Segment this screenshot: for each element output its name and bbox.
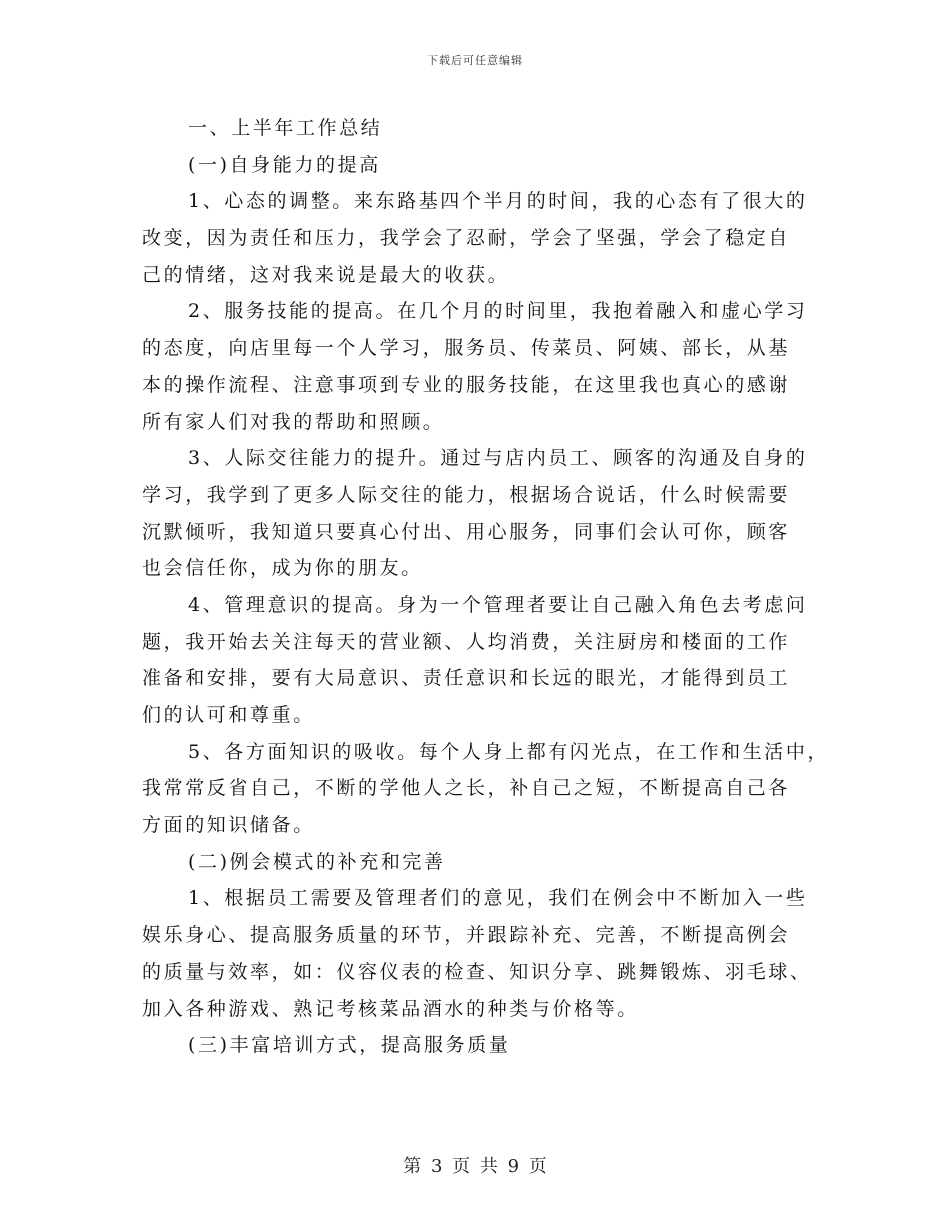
paragraph-line: 4、管理意识的提高。身为一个管理者要让自己融入角色去考虑问: [188, 593, 808, 616]
paragraph-line: 沉默倾听，我知道只要真心付出、用心服务，同事们会认可你，顾客: [142, 520, 791, 543]
paragraph-line: 我常常反省自己，不断的学他人之长，补自己之短，不断提高自己各: [142, 777, 791, 800]
document-body: [142, 110, 830, 1064]
paragraph-line: 也会信任你，成为你的朋友。: [142, 557, 423, 580]
paragraph-line: 学习，我学到了更多人际交往的能力，根据场合说话，什么时候需要: [142, 483, 791, 506]
paragraph-line: 题，我开始去关注每天的营业额、人均消费，关注厨房和楼面的工作: [142, 630, 791, 653]
page-number: 第 3 页 共 9 页: [403, 1156, 547, 1177]
subsection-heading: (二)例会模式的补充和完善: [188, 850, 446, 873]
paragraph-line: 改变，因为责任和压力，我学会了忍耐，学会了坚强，学会了稳定自: [142, 227, 791, 250]
paragraph-line: 所有家人们对我的帮助和照顾。: [142, 410, 445, 433]
paragraph-line: 本的操作流程、注意事项到专业的服务技能，在这里我也真心的感谢: [142, 373, 791, 396]
paragraph-line: 准备和安排，要有大局意识、责任意识和长远的眼光，才能得到员工: [142, 667, 791, 690]
paragraph-line: 5、各方面知识的吸收。每个人身上都有闪光点，在工作和生活中，: [188, 740, 830, 763]
paragraph-line: 3、人际交往能力的提升。通过与店内员工、顾客的沟通及自身的: [188, 447, 808, 470]
page-header: 下载后可任意编辑: [427, 54, 523, 67]
paragraph-line: 娱乐身心、提高服务质量的环节，并跟踪补充、完善，不断提高例会: [142, 924, 791, 947]
paragraph-line: 2、服务技能的提高。在几个月的时间里，我抱着融入和虚心学习: [188, 300, 808, 323]
paragraph-line: 的质量与效率，如：仪容仪表的检查、知识分享、跳舞锻炼、羽毛球、: [142, 960, 812, 983]
paragraph-line: 1、根据员工需要及管理者们的意见，我们在例会中不断加入一些: [188, 887, 808, 910]
paragraph-line: 1、心态的调整。来东路基四个半月的时间，我的心态有了很大的: [188, 190, 808, 213]
paragraph-line: 加入各种游戏、熟记考核菜品酒水的种类与价格等。: [142, 997, 639, 1020]
paragraph-line: 己的情绪，这对我来说是最大的收获。: [142, 263, 510, 286]
section-heading: 一、上半年工作总结: [188, 117, 383, 139]
subsection-heading: (三)丰富培训方式，提高服务质量: [188, 1034, 511, 1057]
paragraph-line: 的态度，向店里每一个人学习，服务员、传菜员、阿姨、部长，从基: [142, 337, 791, 360]
paragraph-line: 们的认可和尊重。: [142, 704, 315, 726]
subsection-heading: (一)自身能力的提高: [188, 153, 381, 176]
paragraph-line: 方面的知识储备。: [142, 814, 315, 837]
